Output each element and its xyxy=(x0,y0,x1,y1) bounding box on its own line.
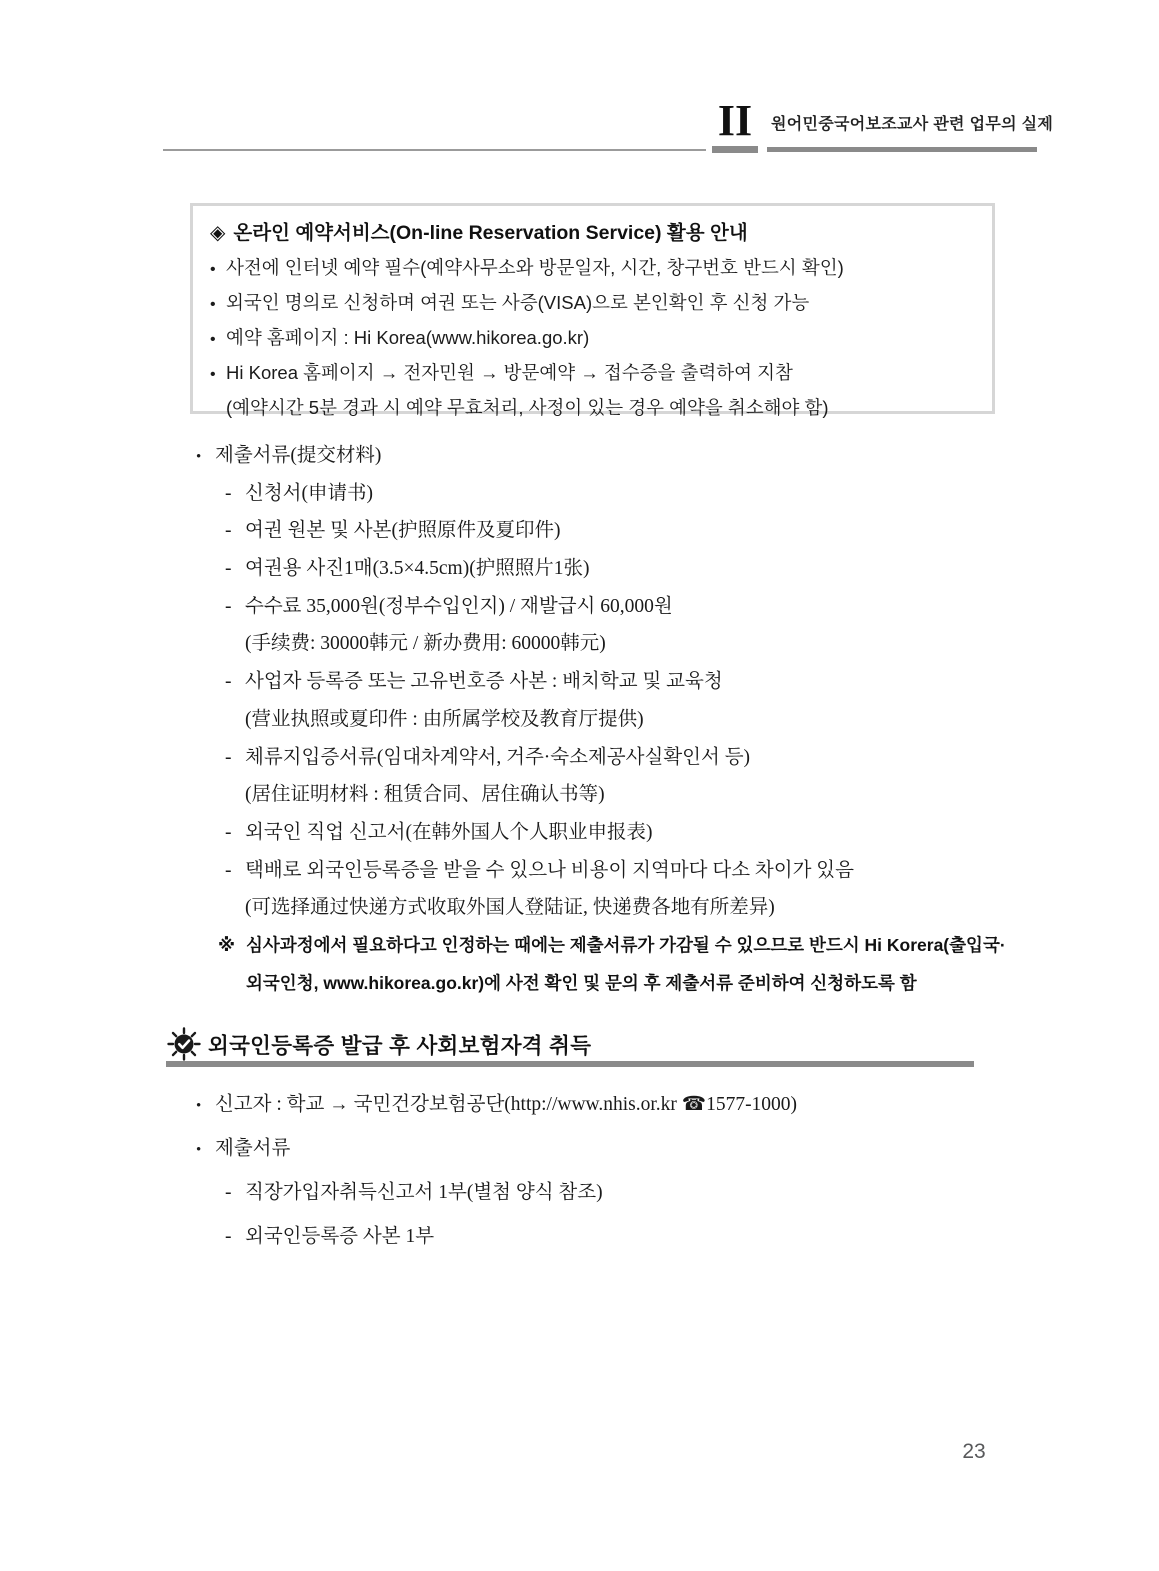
list-item-text: 체류지입증서류(임대차계약서, 거주·숙소제공사실확인서 등) xyxy=(245,746,751,768)
list-item xyxy=(196,1215,797,1259)
sun-check-icon xyxy=(166,1026,202,1062)
list-item-text: 수수료 35,000원(정부수입인지) / 재발급시 60,000원 xyxy=(245,595,673,617)
dash-icon: - xyxy=(225,859,232,881)
section-title: 외국인등록증 발급 후 사회보험자격 취득 xyxy=(208,1033,592,1058)
submission-documents-list xyxy=(196,437,854,927)
dash-icon: - xyxy=(225,746,232,768)
info-box-item xyxy=(210,321,982,356)
info-box-item xyxy=(210,251,982,286)
info-box-item xyxy=(210,356,982,391)
bullet-icon: • xyxy=(196,1142,202,1158)
bullet-icon: • xyxy=(210,366,216,383)
bullet-icon: • xyxy=(210,261,216,278)
dash-icon: - xyxy=(225,595,232,617)
chapter-numeral-underline xyxy=(712,146,758,153)
bullet-icon: • xyxy=(210,331,216,348)
bullet-icon: • xyxy=(196,449,202,465)
list-item-text: 제출서류 xyxy=(215,1138,291,1159)
list-item-text: 직장가입자취득신고서 1부(별첨 양식 참조) xyxy=(245,1182,603,1203)
chapter-title-underline xyxy=(767,147,1037,152)
dash-icon: - xyxy=(225,821,232,843)
review-note-text: 심사과정에서 필요하다고 인정하는 때에는 제출서류가 가감될 수 있으므로 반드시 Hi Korera(출입국· 외국인청, www.hikorea.go.kr)에 사전 확인 및 문의 후 제출서류 준비하여 신청하도록 함 xyxy=(246,935,1006,993)
list-item-text: (手续费: 30000韩元 / 新办费用: 60000韩元) xyxy=(245,633,606,655)
list-item-text: 외국인등록증 사본 1부 xyxy=(245,1226,435,1247)
social-insurance-section-heading xyxy=(166,1026,591,1062)
header-rule-left xyxy=(163,149,706,151)
list-item xyxy=(196,550,854,588)
list-item-text: (可选择通过快递方式收取外国人登陆证, 快递费各地有所差异) xyxy=(245,897,775,919)
info-box-item-continuation xyxy=(210,391,982,424)
list-item xyxy=(196,814,854,852)
reference-mark-icon: ※ xyxy=(218,935,236,955)
reservation-info-box xyxy=(190,203,995,418)
list-item-text: 여권 원본 및 사본(护照原件及夏印件) xyxy=(245,520,561,542)
list-item xyxy=(196,512,854,550)
chapter-title: 원어민중국어보조교사 관련 업무의 실제 xyxy=(771,116,1054,133)
info-box-item-text: 예약 홈페이지 : Hi Korea(www.hikorea.go.kr) xyxy=(226,327,590,348)
list-item-continuation xyxy=(196,889,854,927)
dash-icon: - xyxy=(225,1226,232,1247)
dash-icon: - xyxy=(225,671,232,693)
list-item-text: 여권용 사진1매(3.5×4.5cm)(护照照片1张) xyxy=(245,558,590,580)
list-item-continuation xyxy=(196,701,854,739)
list-item xyxy=(196,739,854,777)
list-item-continuation xyxy=(196,776,854,814)
list-item-text: 택배로 외국인등록증을 받을 수 있으나 비용이 지역마다 다소 차이가 있음 xyxy=(245,859,854,881)
list-item xyxy=(196,1083,797,1127)
page-number: 23 xyxy=(962,1440,986,1463)
social-insurance-list xyxy=(196,1083,797,1259)
list-item-text: 제출서류(提交材料) xyxy=(215,445,382,466)
info-box-item xyxy=(210,286,982,321)
dash-icon: - xyxy=(225,1182,232,1203)
bullet-icon: • xyxy=(196,1098,202,1114)
chapter-numeral: II xyxy=(717,96,753,145)
bullet-icon: • xyxy=(210,296,216,313)
info-box-item-text: 외국인 명의로 신청하며 여권 또는 사증(VISA)으로 본인확인 후 신청 가능 xyxy=(226,292,810,313)
dash-icon: - xyxy=(225,558,232,580)
list-item-text: 외국인 직업 신고서(在韩外国人个人职业申报表) xyxy=(245,821,653,843)
info-box-title-text: 온라인 예약서비스(On-line Reservation Service) 활용 안내 xyxy=(233,222,748,244)
info-box-title xyxy=(210,215,982,251)
list-item xyxy=(196,1127,797,1171)
section-title-underline xyxy=(166,1061,974,1067)
info-box-item-text: 사전에 인터넷 예약 필수(예약사무소와 방문일자, 시간, 창구번호 반드시 확인) xyxy=(226,257,844,278)
list-item-continuation xyxy=(196,625,854,663)
list-item xyxy=(196,588,854,626)
list-item-text: (居住证明材料 : 租赁合同、居住确认书等) xyxy=(245,784,605,806)
list-item xyxy=(196,1171,797,1215)
info-box-item-text: Hi Korea 홈페이지 → 전자민원 → 방문예약 → 접수증을 출력하여 지참 xyxy=(226,362,793,383)
list-item xyxy=(196,475,854,513)
list-item xyxy=(196,852,854,890)
list-item-text: (营业执照或夏印件 : 由所属学校及教育厅提供) xyxy=(245,708,644,730)
diamond-icon: ◈ xyxy=(210,222,226,244)
list-item-lead xyxy=(196,437,854,475)
list-item-text: 사업자 등록증 또는 고유번호증 사본 : 배치학교 및 교육청 xyxy=(245,671,723,693)
list-item-text: 신청서(申请书) xyxy=(245,482,373,504)
list-item-text: 신고자 : 학교 → 국민건강보험공단(http://www.nhis.or.kr ☎1577-1000) xyxy=(215,1094,798,1115)
list-item xyxy=(196,663,854,701)
dash-icon: - xyxy=(225,482,232,504)
dash-icon: - xyxy=(225,520,232,542)
info-box-item-text: (예약시간 5분 경과 시 예약 무효처리, 사정이 있는 경우 예약을 취소해야 함) xyxy=(226,397,829,418)
review-note xyxy=(218,926,1018,1002)
